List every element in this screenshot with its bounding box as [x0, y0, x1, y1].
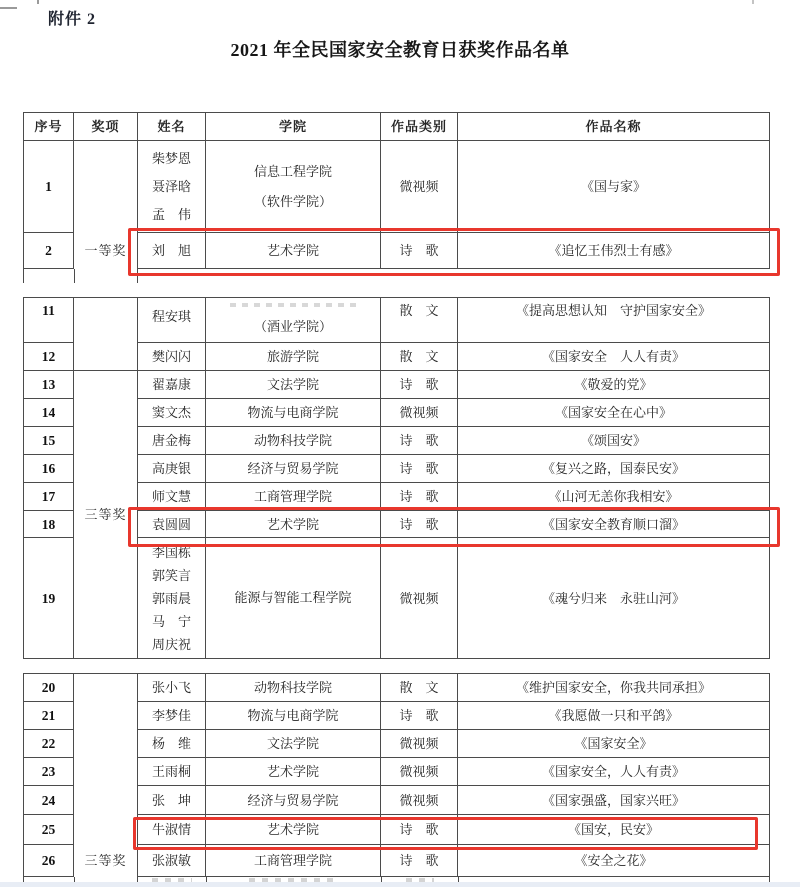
- cell-text-line: 唐金梅: [151, 432, 191, 448]
- work-title-cell: 《维护国家安全，你我共同承担》: [458, 674, 770, 702]
- table-block: [23, 297, 770, 659]
- page-bottom-strip: [0, 882, 800, 887]
- row-number-cell: 17: [24, 483, 74, 511]
- work-title-cell: 《国家安全教育顺口溜》: [458, 511, 770, 538]
- category-cell: 诗 歌: [381, 702, 458, 730]
- cell-text-line: 文法学院: [266, 376, 319, 392]
- row-number-cell: 23: [24, 758, 74, 786]
- cell-text-line: 工商管理学院: [253, 488, 332, 504]
- college-cell: [206, 455, 381, 483]
- category-cell: 诗 歌: [381, 815, 458, 845]
- work-title-cell: 《安全之花》: [458, 845, 770, 877]
- cell-text-line: 艺术学院: [266, 242, 319, 258]
- category-cell: 微视频: [381, 786, 458, 815]
- page-title: 2021 年全民国家安全教育日获奖作品名单: [230, 40, 570, 60]
- work-title-cell: 《山河无恙你我相安》: [458, 483, 770, 511]
- college-cell: [206, 758, 381, 786]
- cell-text-line: 能源与智能工程学院: [234, 590, 352, 605]
- work-title-cell: 《国家强盛，国家兴旺》: [458, 786, 770, 815]
- cell-text-line: 物流与电商学院: [247, 404, 339, 420]
- cell-text-line: 动物科技学院: [253, 432, 332, 448]
- name-cell: [138, 371, 206, 399]
- award-label: 一等奖: [84, 243, 127, 258]
- row-number-cell: 15: [24, 427, 74, 455]
- cell-text-line: 艺术学院: [266, 763, 319, 779]
- cell-text-line: 高庚银: [151, 460, 191, 476]
- row-number-cell: 12: [24, 343, 74, 371]
- name-cell: [138, 702, 206, 730]
- category-cell: 微视频: [381, 141, 458, 233]
- work-title-cell: 《国家安全在心中》: [458, 399, 770, 427]
- category-cell: 诗 歌: [381, 511, 458, 538]
- cell-text-line: 动物科技学院: [253, 679, 332, 695]
- row-number-cell: 22: [24, 730, 74, 758]
- work-title-cell: 《复兴之路，国泰民安》: [458, 455, 770, 483]
- row-number-cell: 24: [24, 786, 74, 815]
- category-cell: 诗 歌: [381, 845, 458, 877]
- cell-text-line: 张小飞: [151, 679, 191, 695]
- work-title-cell: 《魂兮归来 永驻山河》: [458, 538, 770, 659]
- work-title-cell: 《追忆王伟烈士有感》: [458, 233, 770, 269]
- cell-text-line: 经济与贸易学院: [247, 460, 339, 476]
- award-label: 三等奖: [84, 853, 127, 868]
- name-cell: [138, 343, 206, 371]
- category-cell: 诗 歌: [381, 427, 458, 455]
- work-title-cell: 《提高思想认知 守护国家安全》: [458, 298, 770, 343]
- cell-text-line: 张 坤: [151, 792, 191, 808]
- category-cell: 诗 歌: [381, 233, 458, 269]
- cell-text-line: 李国栋: [151, 544, 191, 560]
- work-title-cell: 《我愿做一只和平鸽》: [458, 702, 770, 730]
- category-cell: 散 文: [381, 343, 458, 371]
- cell-text-line: 翟嘉康: [151, 376, 191, 392]
- name-cell: [138, 399, 206, 427]
- header-cell: 序号: [24, 113, 74, 141]
- name-cell: [138, 674, 206, 702]
- name-cell: [138, 758, 206, 786]
- row-number-cell: 2: [24, 233, 74, 269]
- row-number-cell: 1: [24, 141, 74, 233]
- cell-text-line: 旅游学院: [266, 348, 319, 364]
- row-number-cell: 11: [24, 298, 74, 343]
- row-number-cell: 26: [24, 845, 74, 877]
- cell-text-line: 文法学院: [266, 735, 319, 751]
- cell-text-line: 李梦佳: [151, 707, 191, 723]
- cell-text-line: 郭雨晨: [151, 590, 191, 606]
- header-cell: 学院: [206, 113, 381, 141]
- attachment-label: 附件 2: [48, 11, 97, 28]
- college-cell: [206, 343, 381, 371]
- cell-text-line: 信息工程学院: [253, 163, 332, 179]
- name-cell: [138, 141, 206, 233]
- category-cell: 诗 歌: [381, 483, 458, 511]
- category-cell: 散 文: [381, 674, 458, 702]
- cell-text-line: 马 宁: [151, 613, 191, 629]
- cell-text-line: 王雨桐: [151, 763, 191, 779]
- cell-text-line: 周庆祝: [151, 636, 191, 652]
- college-cell: [206, 702, 381, 730]
- college-cell: [206, 371, 381, 399]
- category-cell: 微视频: [381, 730, 458, 758]
- work-title-cell: 《颂国安》: [458, 427, 770, 455]
- college-cell: [206, 399, 381, 427]
- name-cell: [138, 455, 206, 483]
- cell-text-line: 工商管理学院: [253, 852, 332, 868]
- award-cell: [74, 674, 138, 883]
- row-number-cell: 25: [24, 815, 74, 845]
- award-label: 三等奖: [84, 507, 127, 522]
- cell-text-line: 艺术学院: [266, 516, 319, 532]
- cell-text-line: 艺术学院: [266, 821, 319, 837]
- college-cell: [206, 786, 381, 815]
- header-cell: 作品名称: [458, 113, 770, 141]
- cell-text-line: 经济与贸易学院: [247, 792, 339, 808]
- category-cell: 散 文: [381, 298, 458, 343]
- college-cell: [206, 538, 381, 659]
- header-cell: 作品类别: [381, 113, 458, 141]
- highlight-box: [128, 507, 780, 547]
- cell-text-line: 樊闪闪: [151, 348, 191, 364]
- cell-text-line: 郭笑言: [151, 567, 191, 583]
- name-cell: [138, 538, 206, 659]
- college-cell: [206, 674, 381, 702]
- work-title-cell: 《国家安全 人人有责》: [458, 343, 770, 371]
- cell-text-line: 物流与电商学院: [247, 707, 339, 723]
- work-title-cell: 《敬爱的党》: [458, 371, 770, 399]
- category-cell: 微视频: [381, 399, 458, 427]
- cell-text-line: 窦文杰: [151, 404, 191, 420]
- cell-text-line: 杨 维: [151, 735, 191, 751]
- category-cell: 微视频: [381, 538, 458, 659]
- award-cell: [74, 298, 138, 371]
- highlight-box: [128, 228, 780, 276]
- header-cell: 姓名: [138, 113, 206, 141]
- cell-text-line: 牛淑情: [151, 821, 191, 837]
- name-cell: [138, 427, 206, 455]
- cell-text-line: （酒业学院）: [253, 319, 332, 334]
- college-cell: [206, 427, 381, 455]
- cell-text-line: 聂泽晗: [151, 178, 191, 194]
- row-number-cell: 14: [24, 399, 74, 427]
- cell-text-line: 张淑敏: [151, 852, 191, 868]
- work-title-cell: 《国家安全，人人有责》: [458, 758, 770, 786]
- cell-text-line: 刘 旭: [151, 242, 191, 258]
- row-number-cell: 19: [24, 538, 74, 659]
- cell-text-line: 袁圆圆: [151, 516, 191, 532]
- cell-text-line: 柴梦恩: [151, 150, 191, 166]
- cell-text-line: 孟 伟: [151, 206, 191, 222]
- category-cell: 微视频: [381, 758, 458, 786]
- highlight-box: [133, 817, 758, 850]
- cell-text-line: （软件学院）: [253, 193, 332, 209]
- cell-text-line: 程安琪: [151, 309, 191, 324]
- table-block: [23, 673, 770, 883]
- row-number-cell: 13: [24, 371, 74, 399]
- category-cell: 诗 歌: [381, 455, 458, 483]
- college-cell: [206, 298, 381, 343]
- work-title-cell: 《国家安全》: [458, 730, 770, 758]
- row-number-cell: 21: [24, 702, 74, 730]
- row-number-cell: 18: [24, 511, 74, 538]
- row-number-cell: 20: [24, 674, 74, 702]
- cell-text-line: 师文慧: [151, 488, 191, 504]
- category-cell: 诗 歌: [381, 371, 458, 399]
- college-cell: [206, 730, 381, 758]
- name-cell: [138, 786, 206, 815]
- work-title-cell: 《国与家》: [458, 141, 770, 233]
- college-cell: [206, 141, 381, 233]
- row-number-cell: 16: [24, 455, 74, 483]
- name-cell: [138, 730, 206, 758]
- ghost-text-artifact: [230, 303, 355, 307]
- work-title-cell: 《国安，民安》: [458, 815, 770, 845]
- header-cell: 奖项: [74, 113, 138, 141]
- name-cell: [138, 298, 206, 343]
